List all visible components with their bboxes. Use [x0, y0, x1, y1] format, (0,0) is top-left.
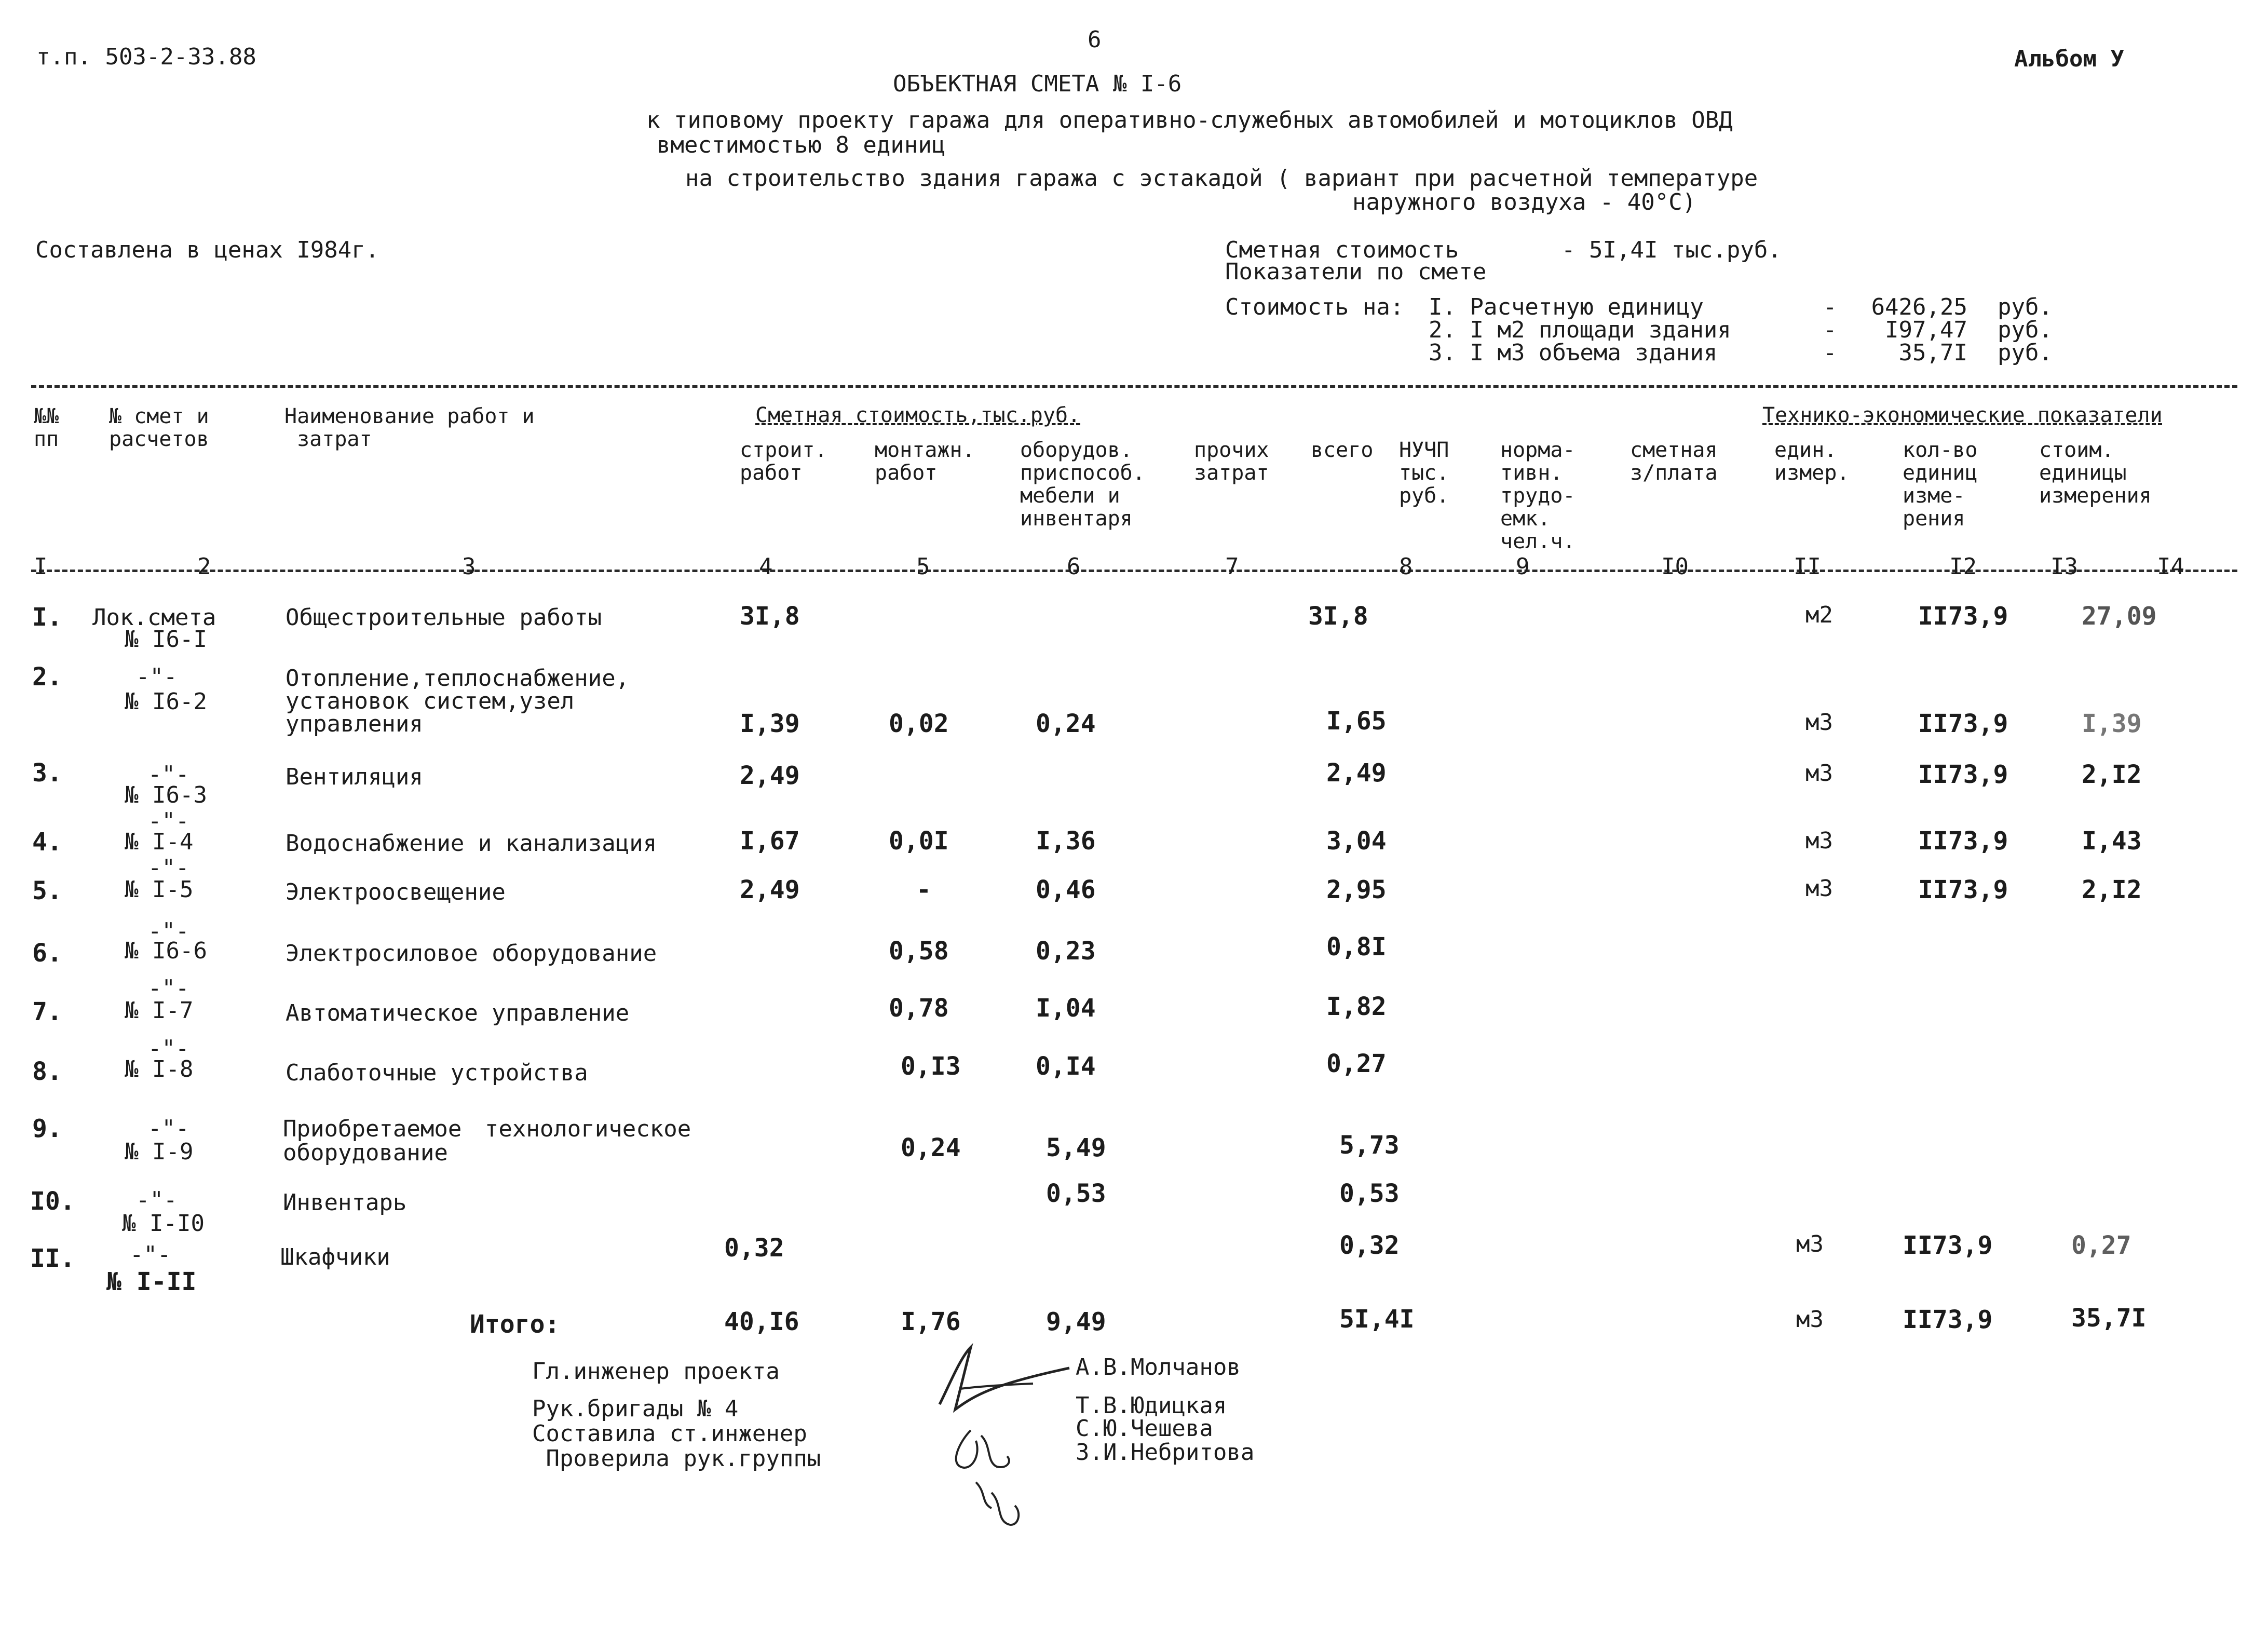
row-number: 2. [32, 662, 62, 692]
row-quantity: II73,9 [1918, 602, 2008, 631]
subtitle-line-2: вместимостью 8 единиц [657, 132, 946, 158]
row-name: Водоснабжение и канализация [286, 830, 657, 857]
row-estimate-number: № I-8 [125, 1056, 194, 1082]
row-equipment: 0,53 [1046, 1179, 1106, 1208]
row-unit: м3 [1805, 828, 1833, 854]
total-sum: 5I,4I [1339, 1305, 1415, 1334]
col-number: I4 [2157, 553, 2184, 580]
unit-cost-1-value: 6426,25 [1871, 294, 1967, 320]
unit-cost-2-dash: - [1823, 317, 1837, 343]
row-unit: м2 [1805, 602, 1833, 628]
row-estimate-number: № I-5 [125, 876, 194, 903]
row-estimate-number: № I-I0 [122, 1210, 205, 1237]
row-equipment: 0,I4 [1036, 1052, 1096, 1081]
row-equipment: I,04 [1036, 994, 1096, 1023]
row-number: 5. [32, 876, 62, 905]
unit-cost-1-unit: руб. [1998, 294, 2053, 320]
col-number: I0 [1661, 553, 1689, 580]
row-unit-cost: I,43 [2082, 827, 2142, 856]
row-name: Общестроительные работы [286, 604, 602, 631]
row-name: Электросиловое оборудование [286, 940, 657, 967]
total-construction: 40,I6 [724, 1307, 799, 1336]
signature-role: Рук.бригады № 4 [532, 1396, 739, 1422]
col-header-name: Наименование работ и затрат [284, 404, 535, 451]
total-equipment: 9,49 [1046, 1307, 1106, 1336]
unit-cost-1-dash: - [1823, 294, 1837, 320]
unit-cost-label: Стоимость на: [1225, 294, 1404, 320]
page-number: 6 [1088, 26, 1102, 53]
signature-name: А.В.Молчанов [1076, 1354, 1241, 1380]
handwritten-signatures [929, 1337, 1085, 1534]
row-construction: I,39 [740, 709, 800, 738]
row-unit: м3 [1805, 709, 1833, 736]
indicators-label: Показатели по смете [1225, 259, 1487, 285]
col-number: 2 [197, 553, 211, 580]
table-top-rule [31, 385, 2237, 388]
unit-cost-3-unit: руб. [1998, 340, 2053, 366]
row-name: Шкафчики [280, 1244, 390, 1270]
row-quantity: II73,9 [1918, 827, 2008, 856]
unit-cost-3-value: 35,7I [1898, 340, 1967, 366]
row-construction: 0,32 [724, 1234, 784, 1263]
row-unit-cost: 2,I2 [2082, 760, 2142, 789]
row-total: 2,49 [1326, 759, 1387, 788]
row-total: 0,8I [1326, 932, 1387, 962]
row-total: I,82 [1326, 992, 1387, 1021]
row-installation: 0,24 [901, 1133, 961, 1162]
row-quantity: II73,9 [1918, 709, 2008, 738]
row-number: 8. [32, 1057, 62, 1086]
row-equipment: 5,49 [1046, 1133, 1106, 1162]
col-numbers-rule [31, 570, 2237, 572]
row-name: Вентиляция [286, 764, 423, 790]
row-estimate-number: № I6-2 [125, 688, 207, 715]
row-estimate-ref: -"- [148, 918, 189, 944]
subtitle-line-4: наружного воздуха - 40°С) [1352, 189, 1696, 215]
unit-cost-1-label: I. Расчетную единицу [1429, 294, 1704, 320]
col-header-nuchp: НУЧП тыс. руб. [1399, 438, 1449, 508]
row-total: 3I,8 [1308, 602, 1368, 631]
row-estimate-ref: -"- [148, 761, 189, 788]
row-estimate-number: № I-4 [125, 829, 194, 855]
row-unit-cost: 27,09 [2082, 602, 2157, 631]
row-estimate-ref: Лок.смета [92, 604, 216, 631]
row-installation: 0,02 [889, 709, 949, 738]
row-total: 0,27 [1326, 1049, 1387, 1078]
row-equipment: 0,23 [1036, 937, 1096, 966]
unit-cost-3-label: 3. I м3 объема здания [1429, 340, 1718, 366]
col-number: 9 [1516, 553, 1530, 580]
col-header-estimate: № смет и расчетов [109, 404, 209, 451]
row-number: 3. [32, 759, 62, 788]
row-unit-cost: 0,27 [2071, 1231, 2131, 1260]
subtitle-line-1: к типовому проекту гаража для оперативно-служебных автомобилей и мотоциклов ОВД [646, 107, 1733, 133]
row-construction: 2,49 [740, 875, 800, 904]
row-estimate-number: № I-7 [125, 997, 194, 1024]
unit-cost-3-dash: - [1823, 340, 1837, 366]
row-estimate-number: № I6-I [125, 626, 207, 653]
signature-role: Гл.инженер проекта [532, 1358, 780, 1385]
col-header-no: №№ пп [34, 404, 59, 451]
col-number: I [34, 553, 48, 580]
unit-cost-2-label: 2. I м2 площади здания [1429, 317, 1731, 343]
row-estimate-number: № I-II [106, 1267, 197, 1296]
row-number: II. [30, 1244, 75, 1273]
row-name: Слаботочные устройства [286, 1060, 588, 1086]
row-number: 6. [32, 939, 62, 968]
row-construction: 2,49 [740, 761, 800, 790]
col-header-labor: норма- тивн. трудо- емк. чел.ч. [1500, 438, 1576, 553]
col-number: 4 [759, 553, 773, 580]
row-number: 7. [32, 997, 62, 1026]
row-unit-cost: 2,I2 [2082, 875, 2142, 904]
total-label: Итого: [470, 1310, 560, 1339]
row-total: I,65 [1326, 707, 1387, 736]
row-installation: - [916, 875, 931, 904]
signature-role: Составила ст.инженер [532, 1420, 807, 1447]
row-quantity: II73,9 [1903, 1231, 1993, 1260]
row-total: 0,32 [1339, 1231, 1400, 1260]
row-estimate-ref: -"- [148, 975, 189, 1001]
total-unit: м3 [1796, 1306, 1824, 1333]
row-total: 3,04 [1326, 827, 1387, 856]
col-number: 5 [916, 553, 930, 580]
col-header-installation: монтажн. работ [875, 438, 975, 485]
cost-label: Сметная стоимость [1225, 237, 1459, 263]
col-number: I2 [1949, 553, 1977, 580]
col-header-quantity: кол-во единиц изме- рения [1903, 438, 1978, 531]
row-installation: 0,78 [889, 994, 949, 1023]
row-estimate-ref: -"- [148, 808, 189, 834]
col-header-unit-cost: стоим. единицы измерения [2039, 438, 2152, 508]
col-number: 3 [462, 553, 476, 580]
signature-name: З.И.Небритова [1076, 1439, 1255, 1466]
signature-role: Проверила рук.группы [532, 1445, 821, 1472]
row-estimate-number: № I6-3 [125, 782, 207, 808]
row-total: 5,73 [1339, 1131, 1400, 1160]
row-number: 4. [32, 828, 62, 857]
row-estimate-number: № I6-6 [125, 938, 207, 964]
row-estimate-number: № I-9 [125, 1139, 194, 1165]
row-estimate-ref: -"- [136, 1187, 178, 1213]
row-construction: 3I,8 [740, 602, 800, 631]
unit-cost-2-value: I97,47 [1885, 317, 1967, 343]
col-header-equipment: оборудов. приспособ. мебели и инвентаря [1020, 438, 1145, 531]
row-name: Инвентарь [283, 1189, 407, 1216]
row-name: Приобретаемое технологическое оборудование [283, 1116, 691, 1167]
series-code: т.п. 503-2-33.88 [36, 44, 256, 70]
unit-cost-2-unit: руб. [1998, 317, 2053, 343]
row-total: 0,53 [1339, 1179, 1400, 1208]
cost-group-header: Сметная стоимость,тыс.руб. [755, 403, 1081, 427]
row-total: 2,95 [1326, 875, 1387, 904]
col-header-wages: сметная з/плата [1630, 438, 1718, 485]
tech-group-header: Технико-экономические показатели [1762, 403, 2163, 427]
row-unit: м3 [1805, 875, 1833, 902]
col-header-construction: строит. работ [740, 438, 827, 485]
row-number: I. [32, 603, 62, 632]
row-construction: I,67 [740, 827, 800, 856]
album-label: Альбом У [2014, 46, 2124, 72]
row-installation: 0,I3 [901, 1052, 961, 1081]
row-estimate-ref: -"- [136, 663, 178, 690]
col-number: 6 [1067, 553, 1081, 580]
col-header-unit: един. измер. [1774, 438, 1850, 485]
row-quantity: II73,9 [1918, 875, 2008, 904]
col-number: 8 [1399, 553, 1413, 580]
row-unit: м3 [1805, 760, 1833, 787]
row-name: Автоматическое управление [286, 1000, 630, 1026]
row-unit: м3 [1796, 1231, 1824, 1257]
cost-value: - 5I,4I тыс.руб. [1561, 237, 1782, 263]
subtitle-line-3: на строительство здания гаража с эстакадой ( вариант при расчетной температуре [685, 165, 1758, 192]
row-estimate-ref: -"- [130, 1241, 171, 1268]
row-equipment: 0,24 [1036, 709, 1096, 738]
row-installation: 0,0I [889, 827, 949, 856]
row-number: 9. [32, 1114, 62, 1143]
row-equipment: 0,46 [1036, 875, 1096, 904]
row-estimate-ref: -"- [148, 1115, 189, 1142]
col-number: 7 [1225, 553, 1239, 580]
row-number: I0. [30, 1187, 75, 1216]
total-unit-cost: 35,7I [2071, 1304, 2147, 1333]
row-unit-cost: I,39 [2082, 709, 2142, 738]
signature-name: Т.В.Юдицкая [1076, 1392, 1227, 1419]
row-name: Электроосвещение [286, 879, 506, 905]
estimate-title: ОБЪЕКТНАЯ СМЕТА № I-6 [893, 71, 1182, 97]
total-quantity: II73,9 [1903, 1305, 1993, 1334]
row-equipment: I,36 [1036, 827, 1096, 856]
col-number: I3 [2050, 553, 2078, 580]
row-estimate-ref: -"- [148, 1035, 189, 1062]
row-quantity: II73,9 [1918, 760, 2008, 789]
prices-note: Составлена в ценах I984г. [35, 237, 379, 263]
col-number: II [1794, 553, 1821, 580]
signature-name: С.Ю.Чешева [1076, 1415, 1213, 1442]
row-estimate-ref: -"- [148, 855, 189, 881]
col-header-total: всего [1311, 438, 1374, 462]
row-installation: 0,58 [889, 937, 949, 966]
total-installation: I,76 [901, 1307, 961, 1336]
row-name: Отопление,теплоснабжение, установок систем,узел управления [286, 665, 630, 737]
col-header-other: прочих затрат [1194, 438, 1269, 485]
